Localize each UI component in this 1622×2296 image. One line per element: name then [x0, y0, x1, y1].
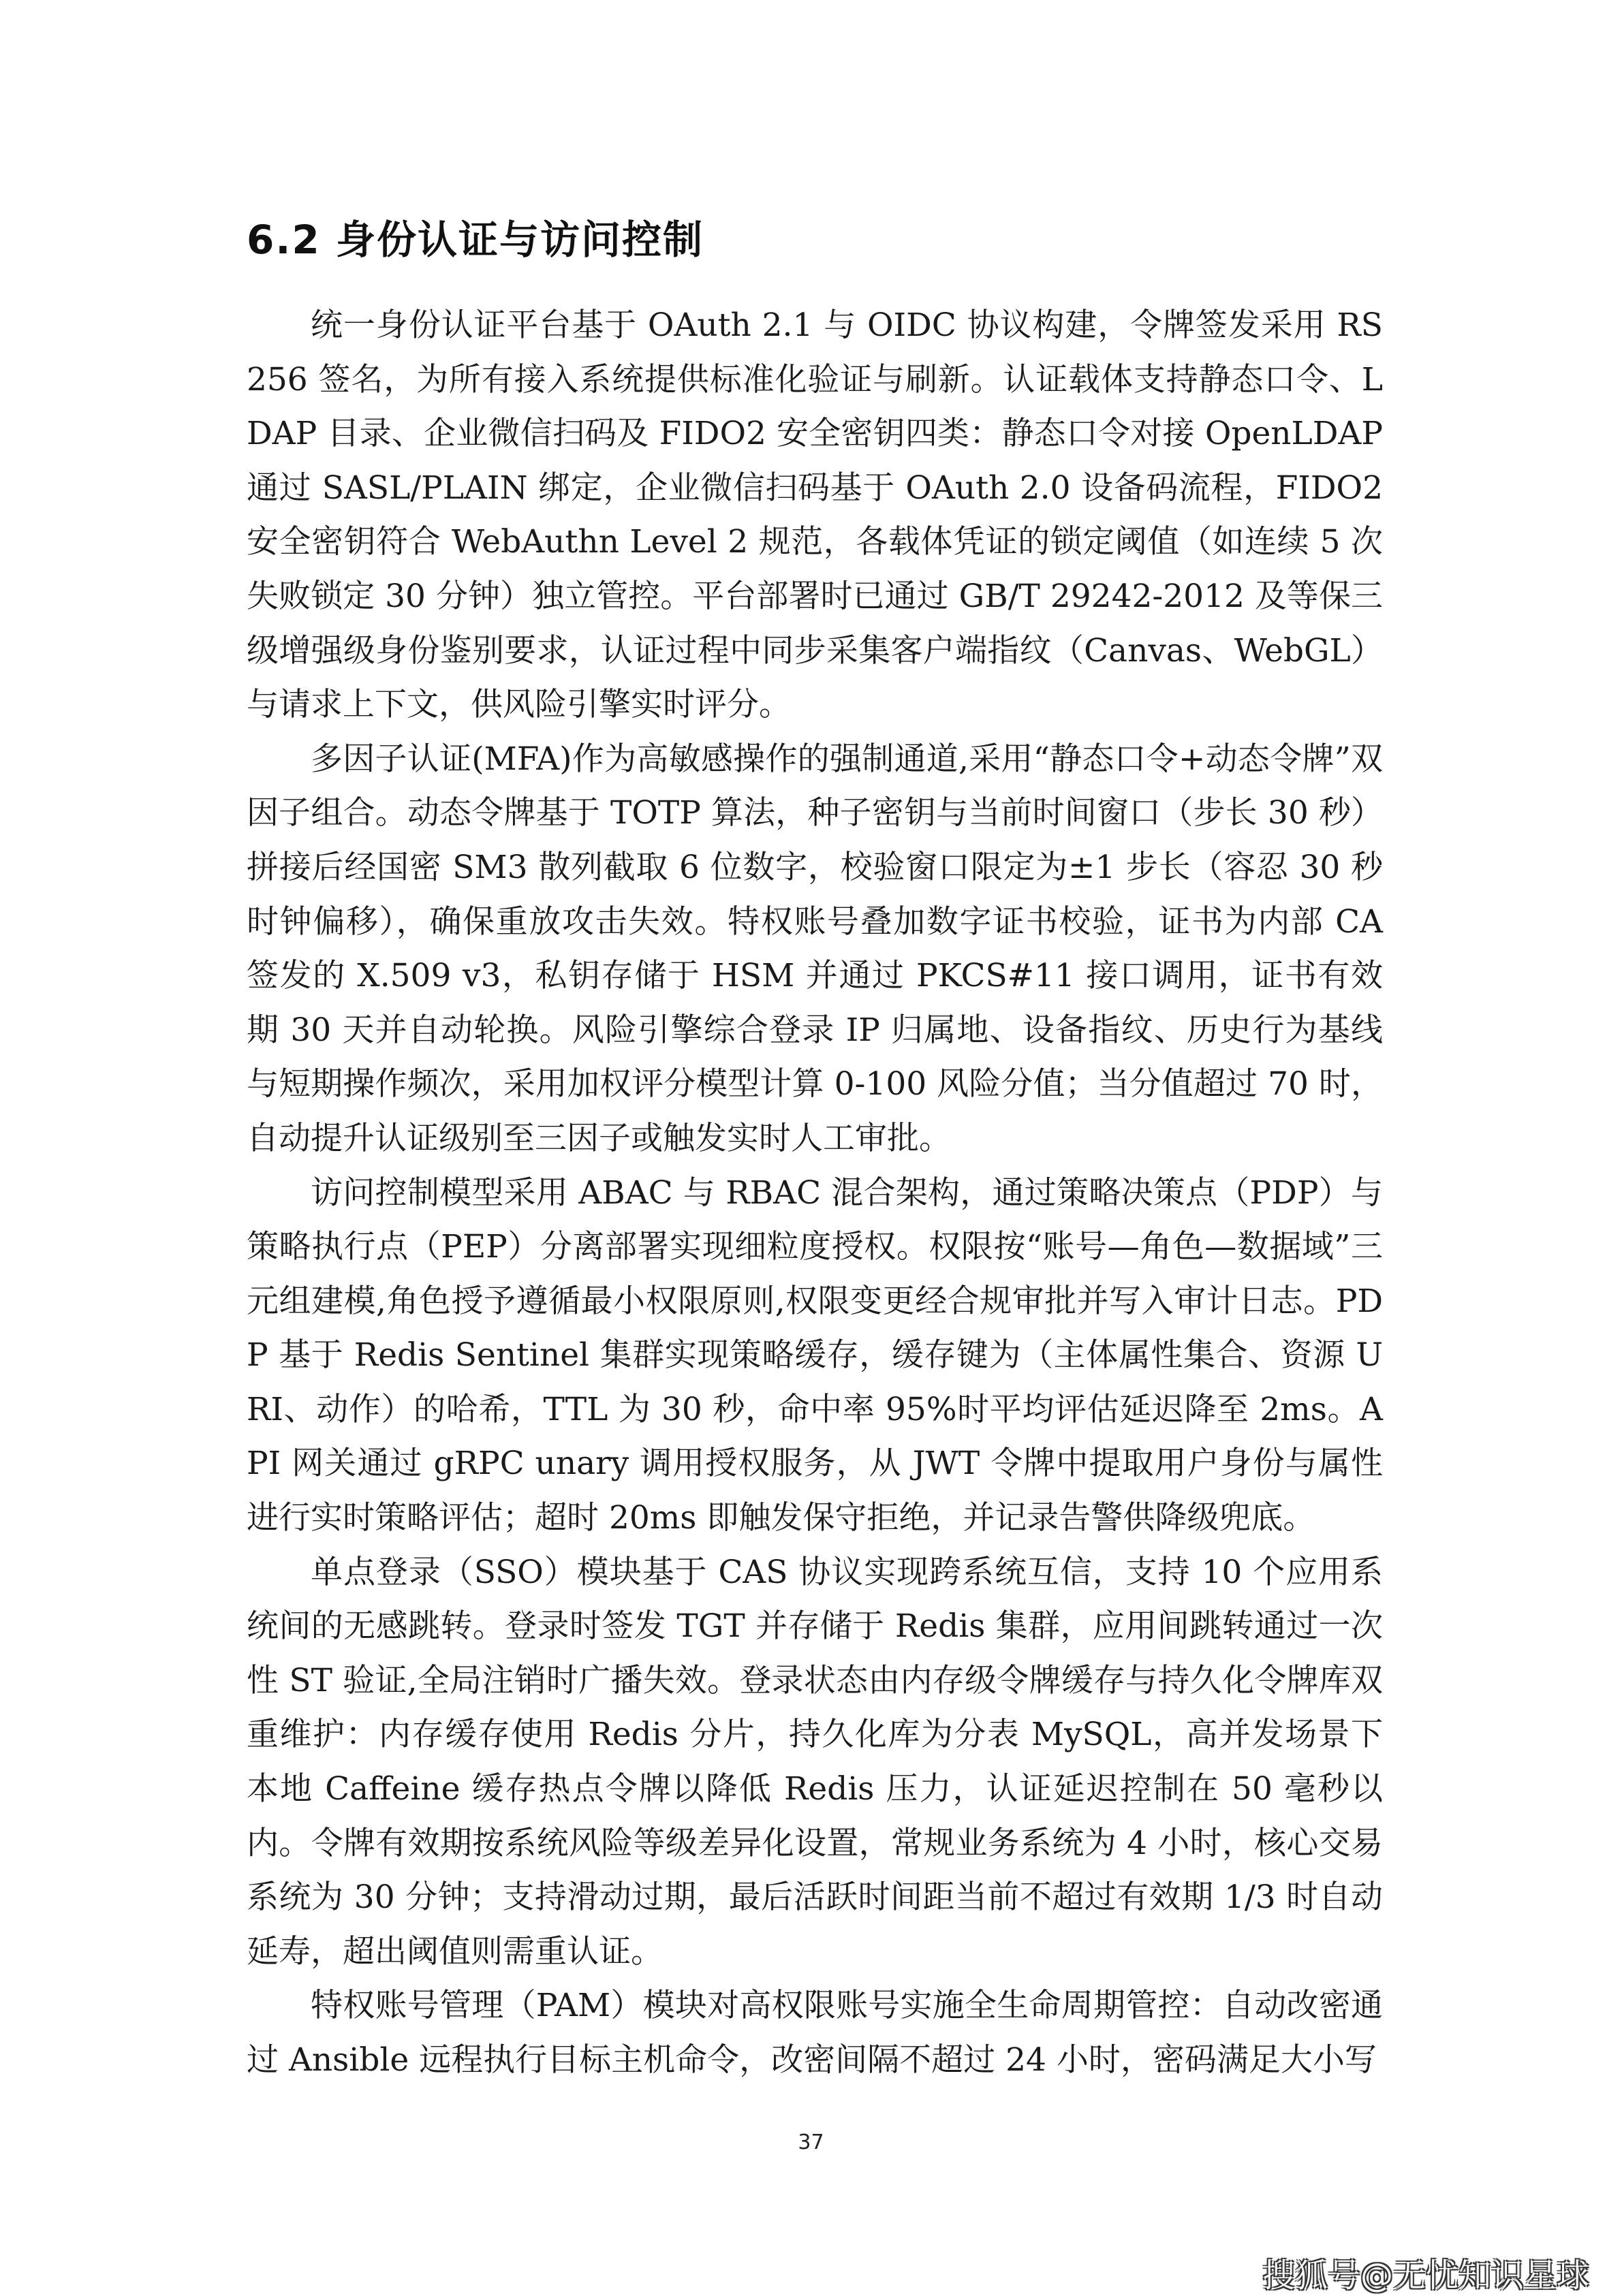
paragraph-mfa: 多因子认证(MFA)作为高敏感操作的强制通道,采用“静态口令+动态令牌”双因子组合。动态令牌基于 TOTP 算法，种子密钥与当前时间窗口（步长 30 秒）拼接后经国密 SM3 散列截取 6 位数字，校验窗口限定为±1 步长（容忍 30 秒时钟偏移），确保重放攻击失效。特权账号叠加数字证书校验，证书为内部 CA 签发的 X.509 v3，私钥存储于 HSM 并通过 PKCS#11 接口调用，证书有效期 30 天并自动轮换。风险引擎综合登录 IP 归属地、设备指纹、历史行为基线与短期操作频次，采用加权评分模型计算 0-100 风险分值；当分值超过 70 时，自动提升认证级别至三因子或触发实时人工审批。	[247, 740, 1383, 1157]
paragraph-pam: 特权账号管理（PAM）模块对高权限账号实施全生命周期管控：自动改密通过 Ansible 远程执行目标主机命令，改密间隔不超过 24 小时，密码满足大小写	[247, 1987, 1383, 2079]
page-number: 37	[798, 2130, 824, 2154]
source-watermark: 搜狐号@无忧知识星球	[1262, 2256, 1589, 2295]
paragraph-unified-auth: 统一身份认证平台基于 OAuth 2.1 与 OIDC 协议构建，令牌签发采用 RS256 签名，为所有接入系统提供标准化验证与刷新。认证载体支持静态口令、LDAP 目录、企业微信扫码及 FIDO2 安全密钥四类：静态口令对接 OpenLDAP 通过 SASL/PLAIN 绑定，企业微信扫码基于 OAuth 2.0 设备码流程，FIDO2 安全密钥符合 WebAuthn Level 2 规范，各载体凭证的锁定阈值（如连续 5 次失败锁定 30 分钟）独立管控。平台部署时已通过 GB/T 29242-2012 及等保三级增强级身份鉴别要求，认证过程中同步采集客户端指纹（Canvas、WebGL）与请求上下文，供风险引擎实时评分。	[247, 306, 1383, 724]
paragraph-sso: 单点登录（SSO）模块基于 CAS 协议实现跨系统互信，支持 10 个应用系统间的无感跳转。登录时签发 TGT 并存储于 Redis 集群，应用间跳转通过一次性 ST 验证,全局注销时广播失效。登录状态由内存级令牌缓存与持久化令牌库双重维护：内存缓存使用 Redis 分片，持久化库为分表 MySQL，高并发场景下本地 Caffeine 缓存热点令牌以降低 Redis 压力，认证延迟控制在 50 毫秒以内。令牌有效期按系统风险等级差异化设置，常规业务系统为 4 小时，核心交易系统为 30 分钟；支持滑动过期，最后活跃时间距当前不超过有效期 1/3 时自动延寿，超出阈值则需重认证。	[247, 1553, 1383, 1970]
body-text	[247, 298, 1383, 2088]
section-heading: 6.2 身份认证与访问控制	[247, 217, 704, 263]
paragraph-access-control: 访问控制模型采用 ABAC 与 RBAC 混合架构，通过策略决策点（PDP）与策略执行点（PEP）分离部署实现细粒度授权。权限按“账号—角色—数据域”三元组建模,角色授予遵循最小权限原则,权限变更经合规审批并写入审计日志。PDP 基于 Redis Sentinel 集群实现策略缓存，缓存键为（主体属性集合、资源 URI、动作）的哈希，TTL 为 30 秒，命中率 95%时平均评估延迟降至 2ms。API 网关通过 gRPC unary 调用授权服务，从 JWT 令牌中提取用户身份与属性进行实时策略评估；超时 20ms 即触发保守拒绝，并记录告警供降级兜底。	[247, 1174, 1383, 1537]
